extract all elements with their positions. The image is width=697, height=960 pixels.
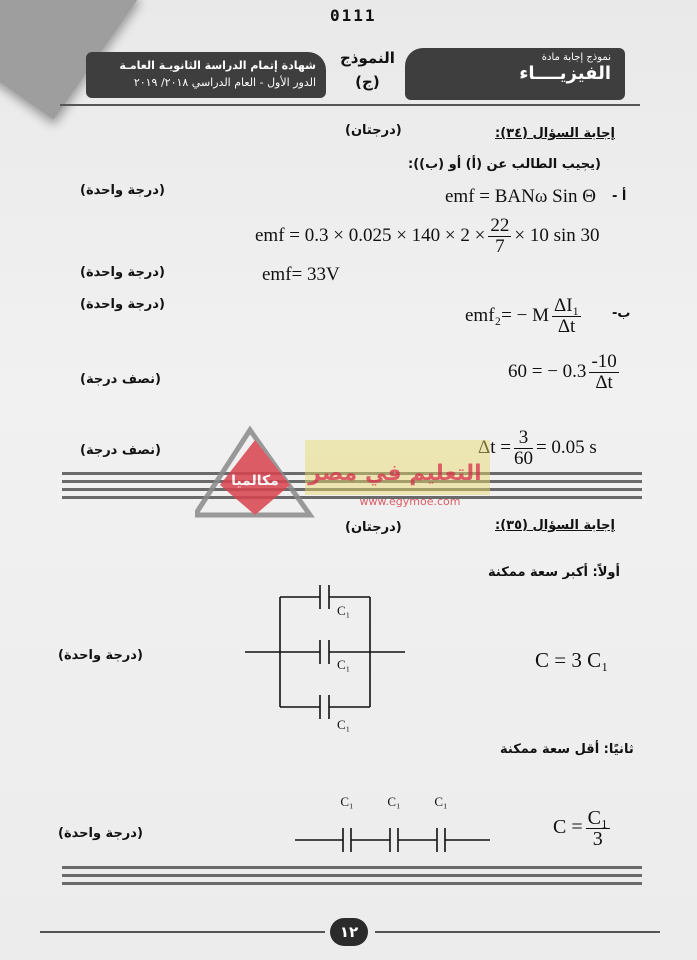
scap3-label: C₁ — [434, 794, 448, 809]
scap2-label: C₁ — [387, 794, 401, 809]
eq-emf-result: emf= 33V — [262, 264, 340, 285]
bottom-separator-2 — [62, 874, 642, 877]
cap3-label: C₁ — [337, 717, 351, 732]
part-b-label: ب- — [612, 306, 631, 321]
answer-model-label: نموذج إجابة مادة — [541, 52, 611, 63]
bottom-separator-1 — [62, 866, 642, 869]
cert-line1: شهادة إتمام الدراسة الثانويـة العامـة — [119, 59, 316, 72]
q35-title: إجابة السؤال (٣٥): — [495, 518, 615, 533]
series-capacitors-diagram — [295, 788, 495, 860]
eq5-left: 60 = − 0.3 — [508, 360, 587, 382]
cert-line2: الدور الأول - العام الدراسي ٢٠١٨/ ٢٠١٩ — [133, 76, 316, 89]
eq-min-den: 3 — [592, 828, 603, 850]
q34-mark-one-1: (درجة واحدة) — [80, 183, 165, 198]
eq2-left: emf = 0.3 × 0.025 × 140 × 2 × — [255, 224, 486, 246]
eq2-right: × 10 sin 30 — [514, 224, 600, 246]
part-a-label: أ - — [612, 189, 627, 204]
page-code: 0111 — [330, 6, 377, 25]
logo-book-text: مكالميا — [231, 473, 279, 489]
footer-rule-right — [375, 931, 660, 933]
eq-min-num: C₁ — [587, 807, 608, 829]
q34-mark-one-2: (درجة واحدة) — [80, 265, 165, 280]
eq4-num: ΔI₁ — [554, 295, 580, 316]
q35-marks: (درجتان) — [345, 520, 402, 535]
bottom-separator-3 — [62, 882, 642, 885]
q34-title: إجابة السؤال (٣٤): — [495, 126, 615, 141]
eq2-num: 22 — [490, 215, 510, 236]
model-box — [340, 46, 395, 94]
eq-emf-formula: emf = BANω Sin Θ — [445, 186, 596, 207]
page-number: ١٢ — [330, 918, 368, 946]
eq-max-capacitance: C = 3 C₁ — [535, 648, 609, 672]
q34-mark-half-1: (نصف درجة) — [80, 372, 161, 387]
eq2-den: 7 — [495, 236, 505, 257]
cap1-label: C₁ — [337, 603, 351, 618]
eq-substitution-b — [508, 352, 622, 393]
q34-instruction: (يجيب الطالب عن (أ) أو (ب)): — [408, 157, 601, 172]
model-letter: (ج) — [355, 73, 380, 91]
subject-name: الفيزيــــاء — [519, 63, 611, 84]
eq6-left: Δt = — [478, 436, 511, 458]
model-label: النموذج — [340, 49, 395, 67]
eq6-right: = 0.05 s — [535, 436, 597, 458]
eq-min-capacitance — [553, 808, 613, 849]
eq6-num: 3 — [514, 428, 533, 449]
q34-mark-one-3: (درجة واحدة) — [80, 297, 165, 312]
q34-mark-half-2: (نصف درجة) — [80, 443, 161, 458]
eq5-den: Δt — [595, 372, 613, 393]
eq6-den: 60 — [513, 448, 533, 469]
q34-marks: (درجتان) — [345, 123, 402, 138]
subject-banner — [405, 48, 625, 100]
q35-first-part: أولاً: أكبر سعة ممكنة — [488, 565, 620, 580]
q35-mark-one-2: (درجة واحدة) — [58, 826, 143, 841]
watermark-url: www.egymoe.com — [359, 495, 461, 508]
certificate-banner — [86, 52, 326, 98]
footer-rule-left — [40, 931, 325, 933]
header-rule — [60, 104, 640, 106]
eq-mutual-induction — [465, 296, 584, 337]
eq-min-left: C = — [553, 816, 583, 839]
parallel-capacitors-diagram — [245, 575, 415, 735]
eq5-num: -10 — [591, 351, 617, 372]
eq4-den: Δt — [557, 316, 576, 337]
q35-second-part: ثانيًا: أقل سعة ممكنة — [500, 742, 634, 757]
eq-delta-t — [478, 428, 597, 469]
eq4-left: emf₂= − M — [465, 304, 549, 326]
watermark-text: التعليم في مصر — [308, 461, 482, 486]
watermark-logo — [195, 425, 495, 525]
scap1-label: C₁ — [340, 794, 354, 809]
cap2-label: C₁ — [337, 657, 351, 672]
q35-mark-one-1: (درجة واحدة) — [58, 648, 143, 663]
eq-emf-substitution — [255, 216, 600, 257]
